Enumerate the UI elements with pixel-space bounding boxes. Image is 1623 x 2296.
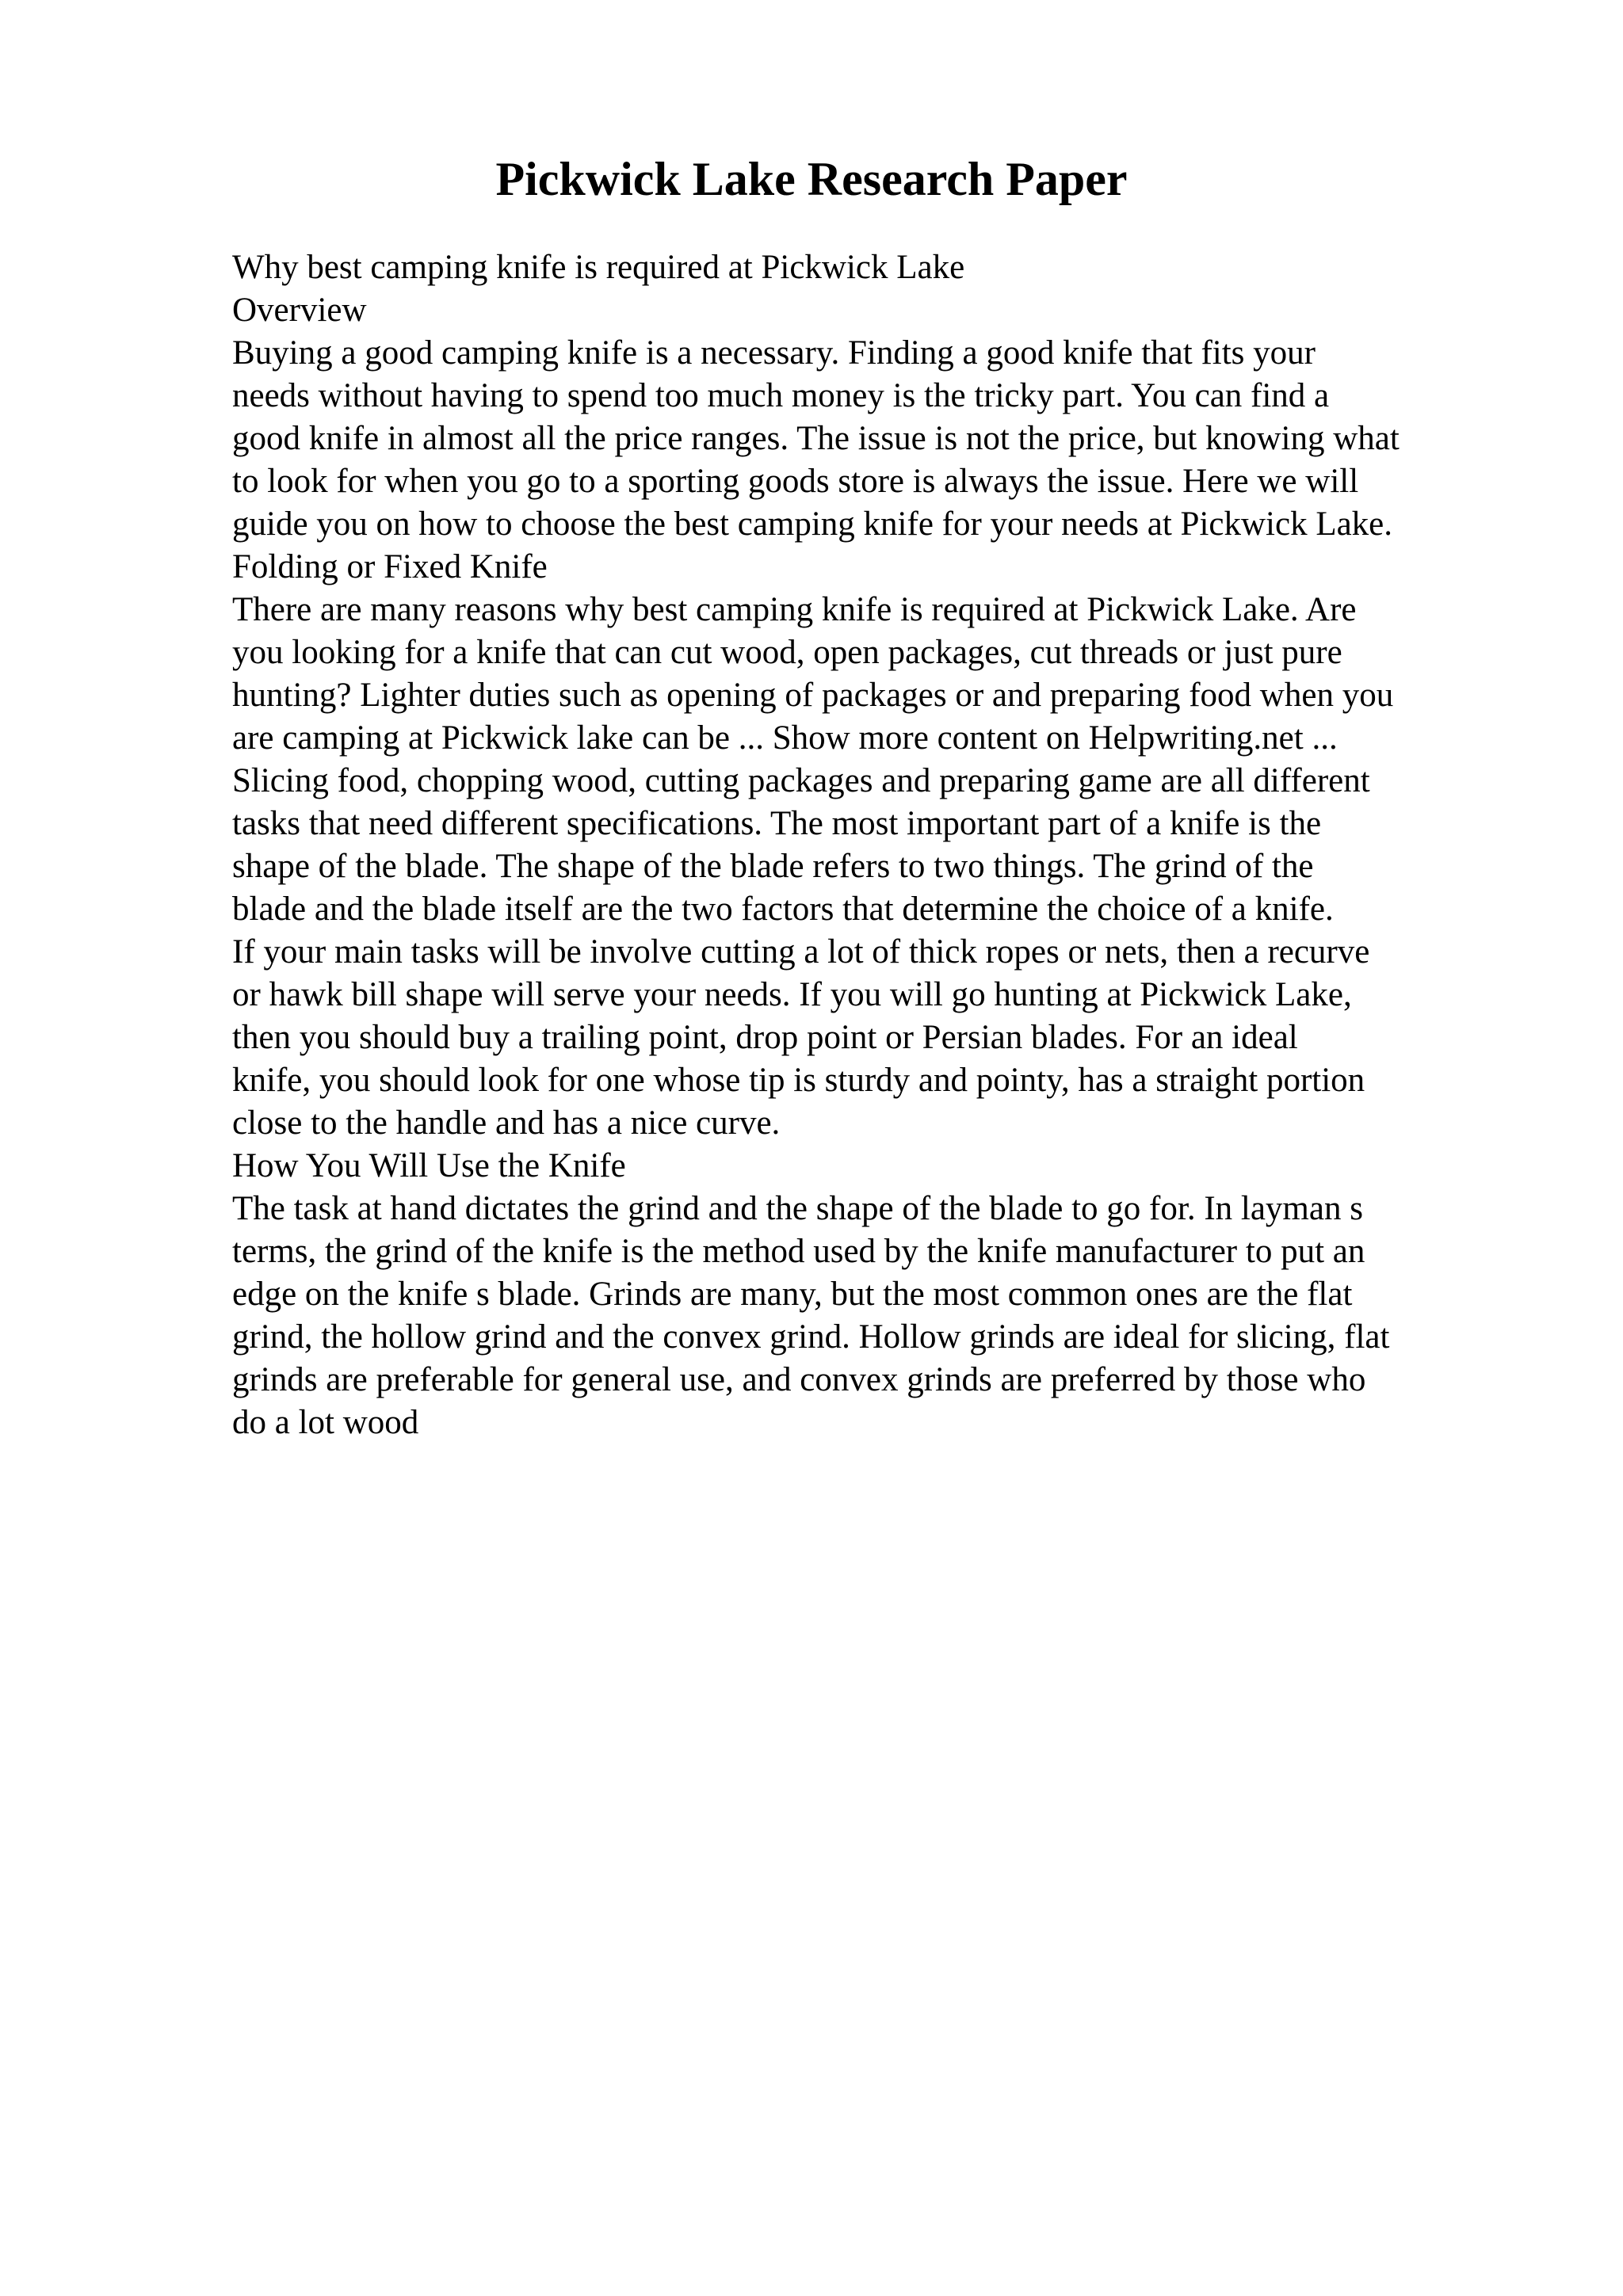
text-line: tasks that need different specifications. The most important part of a knife is the	[232, 805, 1322, 842]
text-line: you looking for a knife that can cut wood, open packages, cut threads or just pure	[232, 634, 1342, 671]
text-line: hunting? Lighter duties such as opening of packages or and preparing food when you	[232, 677, 1394, 714]
text-line: are camping at Pickwick lake can be ... Show more content on Helpwriting.net ...	[232, 719, 1338, 757]
text-line: good knife in almost all the price ranges. The issue is not the price, but knowing what	[232, 420, 1400, 457]
text-line: needs without having to spend too much money is the tricky part. You can find a	[232, 377, 1330, 414]
text-line: Buying a good camping knife is a necessary. Finding a good knife that fits your	[232, 334, 1316, 372]
text-line: do a lot wood	[232, 1404, 419, 1441]
text-line: shape of the blade. The shape of the blade refers to two things. The grind of the	[232, 848, 1314, 885]
text-line: There are many reasons why best camping knife is required at Pickwick Lake. Are	[232, 591, 1357, 628]
document-title: Pickwick Lake Research Paper	[495, 153, 1128, 205]
text-line: knife, you should look for one whose tip is sturdy and pointy, has a straight portion	[232, 1062, 1365, 1099]
text-line: to look for when you go to a sporting goods store is always the issue. Here we will	[232, 463, 1359, 500]
text-line: or hawk bill shape will serve your needs. If you will go hunting at Pickwick Lake,	[232, 976, 1352, 1013]
text-line: terms, the grind of the knife is the method used by the knife manufacturer to put an	[232, 1233, 1365, 1270]
text-line: Why best camping knife is required at Pickwick Lake	[232, 249, 965, 286]
text-line: Slicing food, chopping wood, cutting packages and preparing game are all different	[232, 762, 1370, 799]
text-line: edge on the knife s blade. Grinds are many, but the most common ones are the flat	[232, 1276, 1353, 1313]
text-line: close to the handle and has a nice curve.	[232, 1104, 781, 1142]
section-heading-overview: Overview	[232, 292, 367, 329]
section-heading-how-you-will-use: How You Will Use the Knife	[232, 1147, 626, 1184]
text-line: If your main tasks will be involve cutting a lot of thick ropes or nets, then a recurve	[232, 933, 1370, 971]
text-line: then you should buy a trailing point, drop point or Persian blades. For an ideal	[232, 1019, 1298, 1056]
text-line: blade and the blade itself are the two factors that determine the choice of a knife.	[232, 891, 1334, 928]
text-line: grinds are preferable for general use, and convex grinds are preferred by those who	[232, 1361, 1366, 1398]
section-heading-folding-or-fixed: Folding or Fixed Knife	[232, 548, 548, 585]
document-body	[232, 246, 1532, 1444]
text-line: guide you on how to choose the best camping knife for your needs at Pickwick Lake.	[232, 505, 1393, 543]
text-line: grind, the hollow grind and the convex grind. Hollow grinds are ideal for slicing, flat	[232, 1318, 1390, 1356]
text-line: The task at hand dictates the grind and the shape of the blade to go for. In layman s	[232, 1190, 1363, 1227]
